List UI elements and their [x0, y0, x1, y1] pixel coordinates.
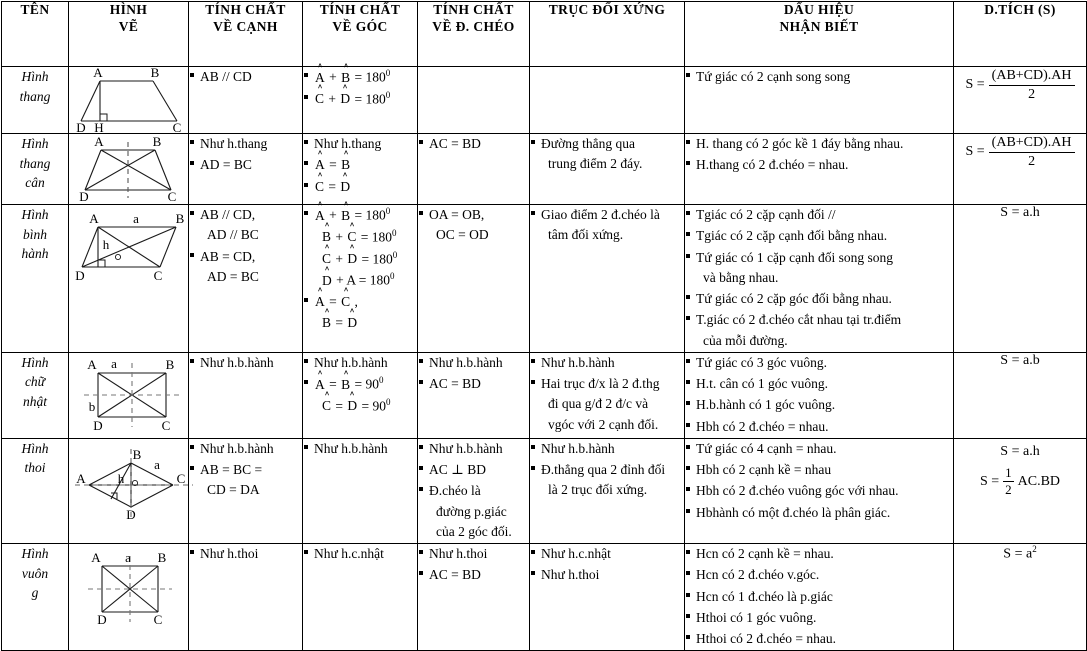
- svg-text:C: C: [167, 189, 176, 204]
- angle-symbol: D ∨: [346, 313, 358, 333]
- shape-name-line: Hình: [21, 136, 49, 151]
- figure-parallelogram-diagram: [70, 205, 188, 291]
- degree-superscript: 0: [392, 249, 398, 260]
- degree-superscript: 0: [385, 68, 391, 78]
- svg-text:D: D: [92, 417, 103, 433]
- recognition-sign-item: Hbh có 2 cạnh kề = nhau: [685, 460, 953, 480]
- area-expression-2: [954, 465, 1086, 499]
- recognition-sign-cell: [685, 67, 954, 134]
- recognition-sign-cell: [685, 134, 954, 205]
- diagonal-property-list: [418, 353, 529, 395]
- angle-symbol: C ∨: [314, 89, 325, 109]
- side-property-cell: [189, 352, 303, 438]
- area-numerator: 1: [1003, 465, 1014, 482]
- symmetry-axis-item: Như h.b.hành: [530, 439, 684, 459]
- diagonal-property-cell: [418, 67, 530, 134]
- svg-text:A: A: [76, 470, 86, 486]
- symmetry-axis-item: Như h.c.nhật: [530, 544, 684, 564]
- area-exponent: 2: [1032, 544, 1037, 554]
- header-line-1: DẤU HIỆU: [783, 2, 855, 17]
- svg-text:B: B: [157, 550, 166, 565]
- shape-name-line: Hình: [21, 354, 49, 370]
- recognition-sign-cell: [685, 352, 954, 438]
- symmetry-axis-item-continued: tâm đối xứng.: [548, 227, 624, 243]
- recognition-sign-item: Tgiác có 2 cặp cạnh đối //: [685, 205, 953, 225]
- svg-text:C: C: [161, 417, 170, 433]
- area-cell: [954, 67, 1087, 134]
- side-property-item: Như h.thoi: [189, 544, 302, 564]
- recognition-sign-item: Hthoi có 2 đ.chéo = nhau.: [685, 629, 953, 649]
- angle-property: C ∨ + D ∨ = $180^0$: [303, 249, 417, 270]
- side-property-list: [189, 205, 302, 287]
- svg-text:C: C: [153, 612, 162, 626]
- svg-text:D: D: [126, 506, 136, 522]
- recognition-sign-item: H. thang có 2 góc kề 1 đáy bằng nhau.: [685, 134, 953, 154]
- shape-name-line: hành: [21, 246, 49, 262]
- side-property-list: [189, 439, 302, 501]
- shape-name-cell: [2, 134, 69, 205]
- column-header-symmetry: [530, 2, 685, 67]
- shape-name-cell: [2, 205, 69, 353]
- symmetry-axis-item: Đường thẳng qua trung điểm 2 đáy.: [530, 134, 684, 175]
- shape-name-line: Hình: [21, 69, 49, 84]
- angle-property: C ∨ + D ∨ = $180^0$: [303, 89, 417, 110]
- diagonal-property-item-continued: của 2 góc đối.: [436, 523, 512, 539]
- side-property-cell: [189, 205, 303, 353]
- area-formula: [954, 544, 1086, 563]
- area-formula: [954, 444, 1086, 499]
- table-row: [2, 544, 1087, 651]
- area-expression-1: S = a.h: [1000, 443, 1040, 459]
- header-line-1: HÌNH: [109, 2, 148, 17]
- svg-text:a: a: [132, 211, 139, 226]
- angle-property-cell: [303, 67, 418, 134]
- angle-property: A ∨ = B ∨: [303, 155, 417, 175]
- shape-name-line: g: [31, 585, 39, 601]
- area-cell: [954, 352, 1087, 438]
- recognition-sign-item: H.b.hành có 1 góc vuông.: [685, 395, 953, 415]
- degree-superscript: 0: [379, 375, 384, 385]
- recognition-sign-list: [685, 205, 953, 351]
- side-property-item: AB = CD, AD = BC: [189, 247, 302, 288]
- recognition-sign-cell: [685, 544, 954, 651]
- side-property-list: [189, 544, 302, 564]
- diagonal-property-list: [418, 205, 529, 246]
- table-header: [2, 2, 1087, 67]
- angle-symbol: B ∨: [340, 206, 351, 226]
- svg-text:B: B: [175, 211, 184, 226]
- shape-name-line: Hình: [21, 207, 49, 222]
- recognition-sign-list: [685, 134, 953, 176]
- header-line-1: TÍNH CHẤT: [205, 2, 286, 17]
- diagonal-property-item-continued: đường p.giác: [436, 503, 507, 519]
- side-property-cell: [189, 67, 303, 134]
- angle-symbol: B ∨: [340, 68, 351, 88]
- diagonal-property-cell: [418, 134, 530, 205]
- svg-text:B: B: [132, 446, 142, 462]
- header-line-2: VỀ GÓC: [332, 18, 388, 34]
- recognition-sign-item: H.t. cân có 1 góc vuông.: [685, 374, 953, 394]
- diagonal-property-item: Như h.b.hành: [418, 353, 529, 373]
- svg-text:B: B: [152, 134, 161, 149]
- shape-figure-cell: [69, 134, 189, 205]
- angle-symbol: A ∨: [314, 68, 326, 88]
- svg-text:A: A: [88, 211, 99, 226]
- recognition-sign-item: Hbh có 2 đ.chéo = nhau.: [685, 417, 953, 437]
- svg-text:h: h: [102, 237, 109, 252]
- side-property-list: [189, 67, 302, 87]
- column-header-signs: [685, 2, 954, 67]
- symmetry-axis-cell: [530, 205, 685, 353]
- angle-symbol: A ∨: [314, 206, 326, 226]
- svg-text:C: C: [172, 120, 181, 133]
- recognition-sign-item: H.thang có 2 đ.chéo = nhau.: [685, 155, 953, 175]
- shape-name-line: Hình: [21, 440, 49, 456]
- recognition-sign-list: [685, 439, 953, 523]
- geometry-summary-sheet: [0, 1, 1087, 646]
- side-property-item: AB // CD: [189, 67, 302, 87]
- svg-text:a: a: [110, 355, 117, 371]
- symmetry-axis-item: Giao điểm 2 đ.chéo là tâm đối xứng.: [530, 205, 684, 246]
- shape-name-line: bình: [22, 226, 47, 242]
- diagonal-property-item: AC = BD: [418, 374, 529, 394]
- angle-property-list: [303, 134, 417, 197]
- recognition-sign-item: Tgiác có 2 cặp cạnh đối bằng nhau.: [685, 226, 953, 246]
- recognition-sign-item: Hbhành có một đ.chéo là phân giác.: [685, 503, 953, 523]
- shape-name-cell: [2, 438, 69, 543]
- area-formula: [954, 67, 1086, 104]
- column-header-angles: [303, 2, 418, 67]
- svg-text:D: D: [75, 120, 86, 133]
- recognition-sign-item: Hbh có 2 đ.chéo vuông góc với nhau.: [685, 481, 953, 501]
- svg-text:h: h: [117, 470, 125, 486]
- angle-symbol: A ∨: [314, 155, 326, 175]
- area-lhs: S =: [965, 144, 985, 160]
- header-line-2: VỀ CẠNH: [213, 18, 278, 34]
- angle-symbol: B ∨: [340, 155, 351, 175]
- symmetry-axis-list: [530, 439, 684, 501]
- side-property-cell: [189, 438, 303, 543]
- svg-text:a: a: [154, 456, 160, 472]
- svg-text:H: H: [93, 120, 104, 133]
- angle-property-list: [303, 205, 417, 334]
- diagonal-property-item: AC = BD: [418, 134, 529, 154]
- area-cell: [954, 544, 1087, 651]
- angle-property: A ∨ = B ∨ = $90^0$: [303, 374, 417, 395]
- header-line-2: NHẬN BIẾT: [779, 18, 859, 34]
- svg-text:C: C: [176, 470, 186, 486]
- column-header-area: [954, 2, 1087, 67]
- shape-figure-cell: [69, 438, 189, 543]
- degree-superscript: 0: [390, 271, 395, 282]
- area-cell: [954, 205, 1087, 353]
- angle-property-list: [303, 353, 417, 417]
- recognition-sign-item: Hthoi có 1 góc vuông.: [685, 608, 953, 628]
- angle-symbol: A ∨: [314, 375, 326, 395]
- side-property-cell: [189, 544, 303, 651]
- diagonal-property-item: Như h.b.hành: [418, 439, 529, 459]
- shape-name-cell: [2, 352, 69, 438]
- area-lhs: S =: [979, 473, 1000, 489]
- figure-iso-trapezoid-diagram: [73, 134, 185, 204]
- angle-symbol: B ∨: [321, 313, 332, 333]
- angle-property: Như h.thang: [303, 134, 417, 154]
- area-expression: $S = a^2$: [1003, 544, 1037, 562]
- symmetry-axis-item: Hai trục đ/x là 2 đ.thg đi qua g/đ 2 đ/c và vgóc với 2 cạnh đối.: [530, 374, 684, 435]
- side-property-list: [189, 353, 302, 373]
- area-denominator: 2: [1028, 153, 1036, 169]
- area-numerator: (AB+CD).AH: [989, 67, 1075, 86]
- recognition-sign-cell: [685, 205, 954, 353]
- symmetry-axis-cell: [530, 134, 685, 205]
- shape-name-line: chữ: [24, 374, 46, 390]
- shape-figure-cell: [69, 67, 189, 134]
- symmetry-axis-item: Đ.thẳng qua 2 đỉnh đối là 2 trục đối xứng.: [530, 460, 684, 501]
- svg-text:A: A: [93, 134, 104, 149]
- svg-text:D: D: [78, 189, 89, 204]
- symmetry-axis-item-continued: trung điểm 2 đáy.: [548, 156, 643, 172]
- angle-property: A ∨ + B ∨ = $180^0$: [303, 67, 417, 88]
- diagonal-property-list: [418, 544, 529, 586]
- area-expression: S = a.b: [1000, 352, 1040, 368]
- diagonal-property-item-continued: OC = OD: [436, 227, 489, 243]
- svg-text:b: b: [88, 398, 95, 414]
- angle-property-list: [303, 439, 417, 459]
- svg-text:A: A: [86, 356, 97, 372]
- recognition-sign-item-continued: và bằng nhau.: [703, 269, 779, 285]
- angle-symbol: C ∨: [346, 227, 357, 247]
- diagonal-property-cell: [418, 205, 530, 353]
- recognition-sign-list: [685, 67, 953, 87]
- angle-property: C ∨ = D ∨: [303, 177, 417, 197]
- side-property-item: AB = BC = CD = DA: [189, 460, 302, 501]
- header-line-1: TÍNH CHẤT: [433, 2, 514, 17]
- table-row: [2, 67, 1087, 134]
- diagonal-property-list: [418, 134, 529, 154]
- angle-property: B ∨ = D ∨: [303, 313, 417, 333]
- recognition-sign-cell: [685, 438, 954, 543]
- symmetry-axis-item-continued: là 2 trục đối xứng.: [548, 482, 648, 498]
- column-header-diagonals: [418, 2, 530, 67]
- shape-name-line: Hình: [21, 546, 49, 561]
- recognition-sign-item: T.giác có 2 đ.chéo cắt nhau tại tr.điểm của mỗi đường.: [685, 310, 953, 351]
- side-property-item: Như h.b.hành: [189, 439, 302, 459]
- quadrilaterals-table: [1, 1, 1087, 651]
- side-property-item: AB // CD, AD // BC: [189, 205, 302, 246]
- diagonal-property-item: OA = OB, OC = OD: [418, 205, 529, 246]
- table-row: [2, 205, 1087, 353]
- table-row: [2, 134, 1087, 205]
- angle-symbol: B ∨: [340, 375, 351, 395]
- angle-property-item: Như h.c.nhật: [303, 544, 417, 564]
- angle-symbol: B ∨: [321, 227, 332, 247]
- degree-superscript: 0: [386, 396, 391, 407]
- degree-superscript: 0: [385, 206, 391, 216]
- angle-property-cell: [303, 205, 418, 353]
- svg-text:B: B: [150, 67, 159, 80]
- svg-text:A: A: [90, 550, 101, 565]
- area-formula: [954, 353, 1086, 369]
- recognition-sign-list: [685, 353, 953, 437]
- side-property-item: AD = BC: [189, 155, 302, 175]
- diagonal-property-cell: [418, 544, 530, 651]
- recognition-sign-item: Tứ giác có 4 cạnh = nhau.: [685, 439, 953, 459]
- header-line-1: TRỤC ĐỐI XỨNG: [548, 2, 666, 17]
- area-tail: AC.BD: [1017, 473, 1061, 489]
- figure-rhombus-diagram: [69, 439, 199, 523]
- header-line-2: VẼ: [118, 18, 139, 34]
- degree-superscript: 0: [392, 227, 397, 238]
- svg-text:B: B: [165, 356, 174, 372]
- angle-symbol: C ∨: [321, 249, 332, 269]
- angle-symbol: C ∨: [314, 177, 325, 197]
- area-denominator: 2: [1005, 482, 1012, 497]
- diagonal-property-cell: [418, 438, 530, 543]
- area-formula: [954, 134, 1086, 171]
- side-property-item: Như h.thang: [189, 134, 302, 154]
- angle-property-cell: [303, 544, 418, 651]
- recognition-sign-item: Tứ giác có 3 góc vuông.: [685, 353, 953, 373]
- diagonal-property-item: AC ⊥ BD: [418, 460, 529, 480]
- symmetry-axis-cell: [530, 544, 685, 651]
- recognition-sign-item: Tứ giác có 2 cạnh song song: [685, 67, 953, 87]
- diagonal-property-item: AC = BD: [418, 565, 529, 585]
- angle-symbol: D ∨: [321, 271, 333, 291]
- shape-name-cell: [2, 67, 69, 134]
- svg-text:a: a: [124, 550, 131, 565]
- symmetry-axis-cell: [530, 67, 685, 134]
- diagonal-property-item: Như h.thoi: [418, 544, 529, 564]
- side-property-item-continued: AD = BC: [207, 268, 259, 284]
- angle-symbol: D ∨: [346, 249, 358, 269]
- diagonal-property-cell: [418, 352, 530, 438]
- header-line-1: TÍNH CHẤT: [319, 2, 401, 17]
- symmetry-axis-list: [530, 353, 684, 435]
- degree-superscript: 0: [385, 89, 391, 100]
- figure-rectangle-diagram: [70, 353, 188, 433]
- table-body: [2, 67, 1087, 651]
- side-property-item: Như h.b.hành: [189, 353, 302, 373]
- column-header-figure: [69, 2, 189, 67]
- angle-property-cell: [303, 352, 418, 438]
- shape-name-line: nhật: [22, 393, 47, 409]
- recognition-sign-item: Hcn có 1 đ.chéo là p.giác: [685, 587, 953, 607]
- angle-property-item: Như h.b.hành: [303, 439, 417, 459]
- angle-symbol: A ∨: [314, 292, 326, 312]
- angle-property-list: [303, 544, 417, 564]
- shape-name-cell: [2, 544, 69, 651]
- recognition-sign-list: [685, 544, 953, 649]
- svg-text:D: D: [96, 612, 107, 626]
- recognition-sign-item: Hcn có 2 đ.chéo v.góc.: [685, 565, 953, 585]
- shape-figure-cell: [69, 205, 189, 353]
- header-line-1: D.TÍCH (S): [984, 2, 1056, 17]
- recognition-sign-item: Hcn có 2 cạnh kề = nhau.: [685, 544, 953, 564]
- side-property-cell: [189, 134, 303, 205]
- area-expression: S = a.h: [1000, 205, 1040, 220]
- table-row: [2, 352, 1087, 438]
- angle-symbol: D ∨: [339, 177, 351, 197]
- area-cell: [954, 438, 1087, 543]
- diagonal-property-list: [418, 439, 529, 542]
- table-row: [2, 438, 1087, 543]
- symmetry-axis-list: [530, 544, 684, 586]
- angle-symbol: D ∨: [346, 396, 358, 416]
- area-denominator: 2: [1028, 86, 1036, 102]
- angle-property-cell: [303, 438, 418, 543]
- svg-text:A: A: [92, 67, 103, 80]
- angle-symbol: C ∨: [321, 396, 332, 416]
- figure-square-diagram: [70, 544, 188, 626]
- symmetry-axis-cell: [530, 438, 685, 543]
- recognition-sign-item: Tứ giác có 2 cặp góc đối bằng nhau.: [685, 289, 953, 309]
- shape-name-line: thang: [19, 155, 51, 171]
- symmetry-axis-item-continued: vgóc với 2 cạnh đối.: [548, 416, 659, 432]
- side-property-item-continued: CD = DA: [207, 482, 260, 498]
- angle-symbol: D ∨: [339, 89, 351, 109]
- angle-property-cell: [303, 134, 418, 205]
- symmetry-axis-item: Như h.thoi: [530, 565, 684, 585]
- recognition-sign-item-continued: của mỗi đường.: [703, 332, 788, 348]
- shape-name-line: cân: [25, 175, 45, 191]
- figure-trapezoid-diagram: [73, 67, 185, 133]
- angle-property: D ∨ + $A = 180^0$: [303, 270, 417, 291]
- shape-figure-cell: [69, 544, 189, 651]
- symmetry-axis-item-continued: đi qua g/đ 2 đ/c và: [548, 396, 649, 412]
- column-header-sides: [189, 2, 303, 67]
- column-header-name: [2, 2, 69, 67]
- symmetry-axis-list: [530, 205, 684, 246]
- area-lhs: S =: [965, 77, 985, 93]
- symmetry-axis-cell: [530, 352, 685, 438]
- angle-property: A ∨ + B ∨ = $180^0$: [303, 205, 417, 226]
- shape-figure-cell: [69, 352, 189, 438]
- angle-property: B ∨ + C ∨ = $180^0$: [303, 227, 417, 248]
- svg-text:D: D: [74, 268, 85, 283]
- angle-property: C ∨ = D ∨ = $90^0$: [303, 396, 417, 417]
- area-numerator: (AB+CD).AH: [989, 134, 1075, 153]
- shape-name-line: vuôn: [21, 565, 49, 581]
- shape-name-line: thang: [19, 88, 51, 104]
- angle-property-list: [303, 67, 417, 110]
- angle-property: Như h.b.hành: [303, 353, 417, 373]
- symmetry-axis-item: Như h.b.hành: [530, 353, 684, 373]
- header-line-2: VỀ Đ. CHÉO: [432, 18, 515, 34]
- diagonal-property-item: Đ.chéo là đường p.giác của 2 góc đối.: [418, 481, 529, 542]
- symmetry-axis-list: [530, 134, 684, 175]
- svg-text:C: C: [153, 268, 162, 283]
- shape-name-line: thoi: [24, 460, 46, 476]
- angle-property: A ∨ = C ∨ ,: [303, 292, 417, 312]
- area-cell: [954, 134, 1087, 205]
- header-row: [2, 2, 1087, 67]
- header-line-1: TÊN: [20, 2, 50, 17]
- angle-symbol: C ∨: [340, 292, 351, 312]
- side-property-list: [189, 134, 302, 176]
- area-formula: [954, 205, 1086, 221]
- recognition-sign-item: Tứ giác có 1 cặp cạnh đối song song và bằng nhau.: [685, 248, 953, 289]
- side-property-item-continued: AD // BC: [207, 227, 259, 243]
